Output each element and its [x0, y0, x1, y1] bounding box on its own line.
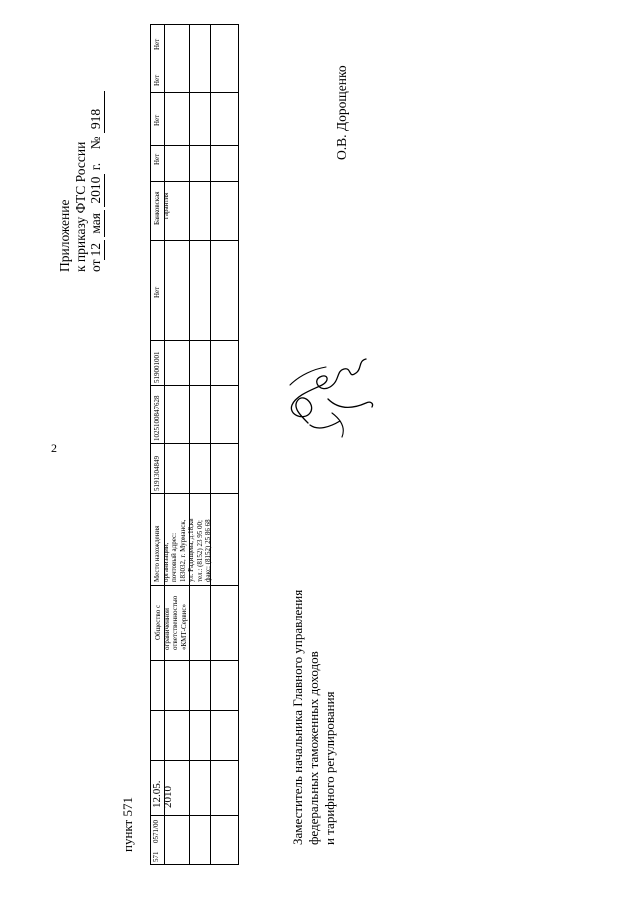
address-line: организации, — [161, 542, 170, 582]
row-divider — [150, 145, 239, 146]
date-line-2: 2010 — [162, 786, 174, 808]
page-number: 2 — [51, 441, 57, 455]
year-suffix: г. — [88, 162, 103, 171]
table-divider — [210, 24, 211, 865]
inn-cell: 5191304849 — [153, 456, 161, 491]
row-divider — [150, 181, 239, 182]
organization-name-cell — [154, 596, 188, 650]
org-name-line: ответственностью — [171, 595, 179, 650]
signer-name: О.В. Дорощенко — [334, 65, 349, 160]
address-line: Место нахождения — [153, 525, 161, 582]
no-cell: Нет — [153, 153, 161, 165]
order-month: мая — [88, 210, 105, 237]
punkt-label: пункт 571 — [120, 797, 135, 852]
date-cell — [152, 781, 174, 809]
number-label: № — [88, 136, 103, 150]
org-name-line: ограниченной — [162, 608, 171, 650]
ogrn-cell: 1025100847628 — [153, 395, 161, 441]
date-prefix: от — [88, 259, 103, 272]
row-divider — [150, 493, 239, 494]
address-line: почтовый адрес: — [170, 532, 178, 582]
signer-position — [290, 590, 338, 845]
row-divider — [150, 443, 239, 444]
kpp-cell: 519001001 — [153, 351, 161, 383]
row-divider — [150, 760, 239, 761]
address-line: ул. Радищева, д.18,кв — [187, 518, 195, 582]
no-cell: Нет — [153, 114, 161, 126]
no-cell: Нет — [153, 286, 161, 298]
no-cell: Нет — [153, 74, 161, 86]
row-divider — [150, 710, 239, 711]
row-divider — [150, 340, 239, 341]
order-reference: к приказу ФТС России — [72, 141, 88, 272]
handwritten-signature — [270, 345, 380, 450]
position-line: и тарифного регулирования — [322, 691, 337, 845]
guarantee-line: Банковская — [153, 191, 161, 225]
row-divider — [150, 92, 239, 93]
address-cell — [153, 518, 213, 582]
appendix-header — [57, 91, 105, 272]
order-year: 2010 — [88, 174, 105, 207]
appendix-title: Приложение — [57, 199, 72, 272]
row-divider — [150, 815, 239, 816]
row-divider — [150, 385, 239, 386]
row-divider — [150, 585, 239, 586]
guarantee-cell — [153, 192, 170, 225]
row-number-cell: 571 — [152, 851, 160, 862]
address-line: 183032, г. Мурманск, — [178, 519, 187, 582]
no-cell: Нет — [153, 38, 161, 50]
code-cell: 0571/00 — [152, 820, 160, 843]
position-line: Заместитель начальника Главного управления — [290, 589, 305, 845]
row-divider — [150, 660, 239, 661]
order-number: 918 — [88, 91, 105, 133]
row-divider — [150, 240, 239, 241]
position-line: федеральных таможенных доходов — [306, 651, 321, 845]
order-date-line — [88, 91, 105, 272]
org-name-line: «КМТ-Сервис» — [179, 603, 188, 650]
guarantee-line: гарантия — [161, 192, 170, 219]
date-line-1: 12.05. — [151, 780, 163, 808]
table-divider — [189, 24, 190, 865]
org-name-line: Общество с — [154, 604, 162, 640]
address-line: тел.: (8152) 23 95 00; — [195, 520, 204, 582]
table-divider — [164, 24, 165, 865]
address-line: факс: (8152) 25 86 68 — [204, 519, 212, 582]
order-day: 12 — [88, 240, 105, 260]
